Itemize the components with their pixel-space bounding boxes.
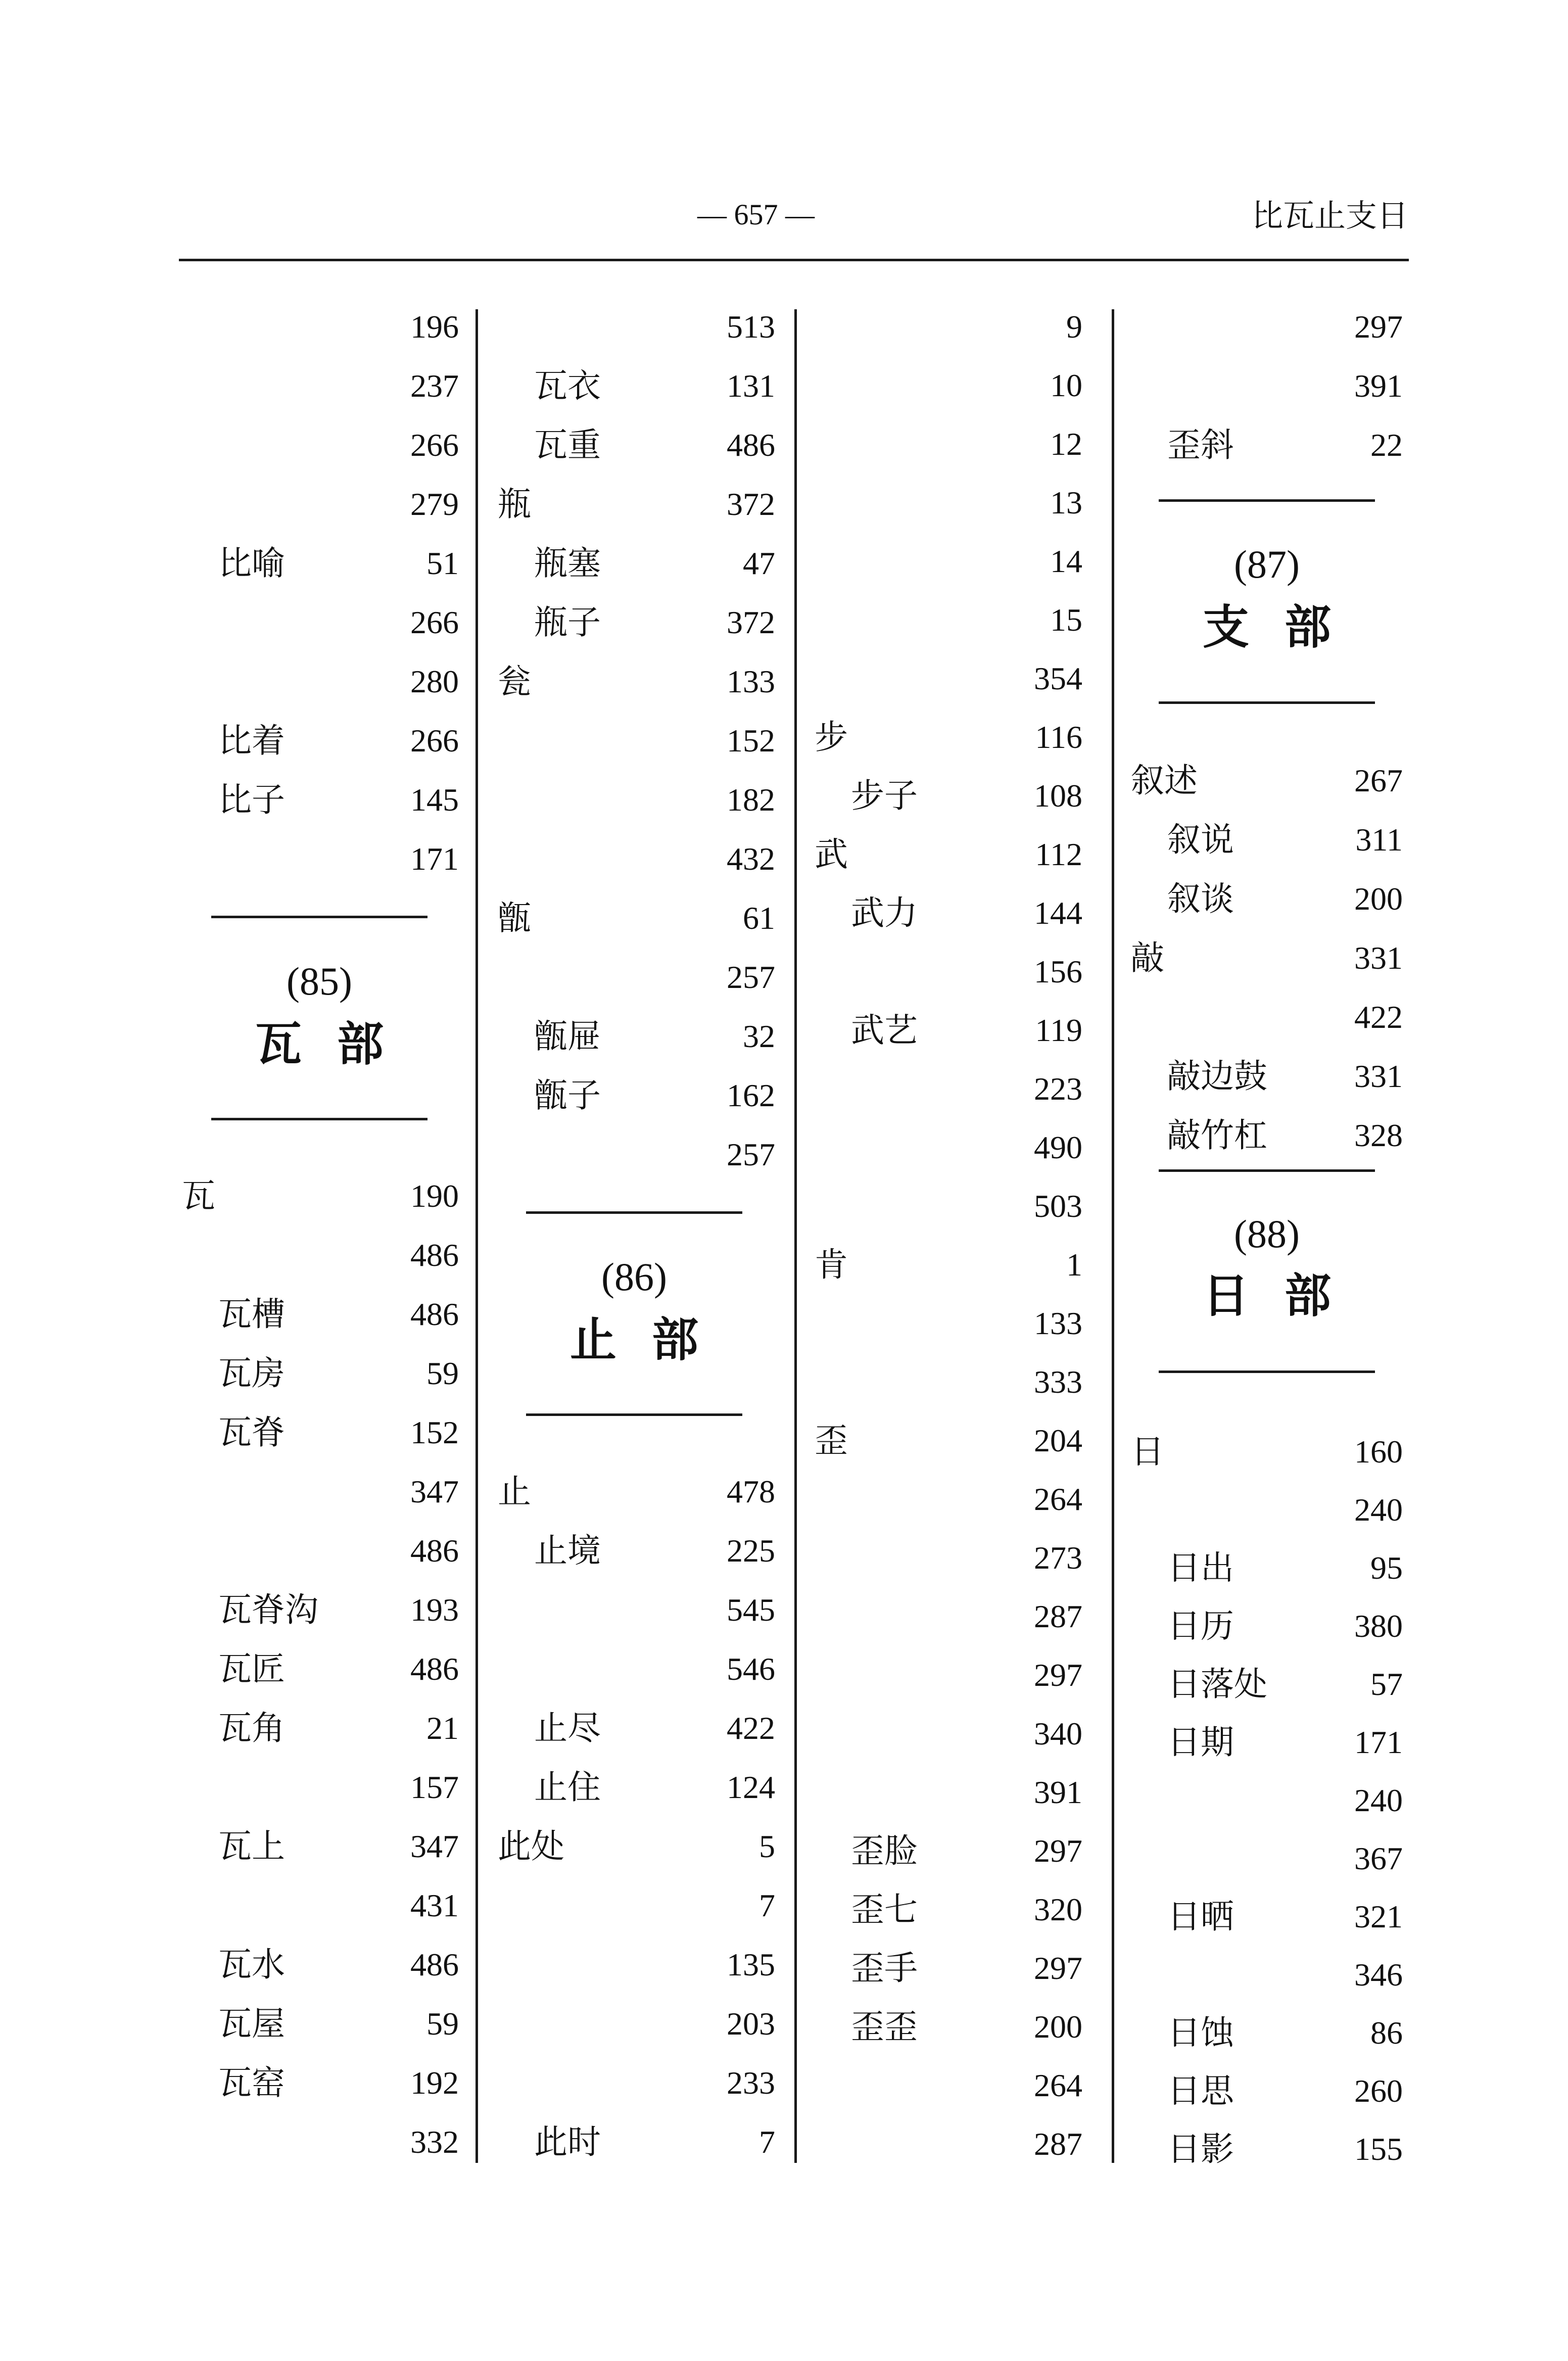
entry-page: 380	[1354, 1608, 1403, 1644]
index-entry	[815, 1951, 1082, 1986]
index-entry	[498, 1019, 775, 1054]
entry-term: 歪手	[851, 1949, 918, 1988]
entry-term: 瓦脊沟	[218, 1590, 318, 1629]
index-entry	[815, 661, 1082, 696]
entry-term: 瓦重	[534, 426, 601, 464]
index-entry	[498, 1711, 775, 1746]
index-entry	[498, 1533, 775, 1569]
entry-page: 287	[1034, 1598, 1082, 1634]
entry-page: 1	[1066, 1247, 1082, 1283]
index-entry	[182, 1178, 459, 1214]
section-rule	[1159, 499, 1375, 502]
index-entry	[182, 1770, 459, 1805]
entry-term: 歪	[815, 1421, 848, 1460]
index-entry	[182, 782, 459, 818]
entry-term: 瓮	[498, 662, 531, 701]
index-entry	[815, 895, 1082, 931]
entry-term: 日晒	[1167, 1897, 1234, 1936]
entry-page: 200	[1354, 881, 1403, 917]
entry-term: 瓦脊	[218, 1413, 285, 1452]
entry-page: 266	[410, 427, 459, 463]
entry-page: 333	[1034, 1364, 1082, 1400]
index-entry	[498, 1829, 775, 1864]
index-entry	[1131, 881, 1403, 917]
entry-page: 156	[1034, 954, 1082, 989]
entry-term: 瓦水	[218, 1945, 285, 1984]
index-entry	[1131, 309, 1403, 345]
entry-page: 233	[727, 2065, 775, 2101]
index-entry	[815, 544, 1082, 579]
index-entry	[182, 2065, 459, 2101]
index-entry	[498, 1474, 775, 1509]
entry-page: 15	[1050, 602, 1082, 638]
section-rule	[211, 916, 427, 918]
entry-page: 12	[1050, 426, 1082, 462]
index-entry	[815, 2009, 1082, 2045]
entry-page: 346	[1354, 1957, 1403, 1993]
index-entry	[182, 1947, 459, 1982]
index-entry	[1131, 2132, 1403, 2167]
entry-page: 57	[1370, 1666, 1403, 1702]
entry-page: 144	[1034, 895, 1082, 931]
entry-page: 331	[1354, 1058, 1403, 1094]
entry-page: 297	[1034, 1833, 1082, 1869]
index-entry	[498, 2065, 775, 2101]
entry-page: 267	[1354, 763, 1403, 798]
index-entry	[498, 605, 775, 640]
entry-term: 甑屉	[534, 1017, 601, 1056]
column-divider	[476, 309, 478, 2163]
index-entry	[815, 1364, 1082, 1400]
index-entry	[182, 1415, 459, 1450]
index-entry	[182, 1238, 459, 1273]
entry-term: 瓦屋	[218, 2004, 285, 2043]
entry-term: 瓶塞	[534, 544, 601, 583]
entry-term: 此处	[498, 1827, 564, 1866]
index-entry	[815, 1833, 1082, 1869]
entry-page: 422	[727, 1710, 775, 1746]
index-entry	[498, 782, 775, 818]
index-entry	[498, 1770, 775, 1805]
index-entry	[1131, 1783, 1403, 1818]
entry-page: 372	[727, 486, 775, 522]
entry-page: 9	[1066, 309, 1082, 345]
index-entry	[815, 427, 1082, 462]
entry-page: 203	[727, 2006, 775, 2042]
index-entry	[498, 723, 775, 759]
entry-term: 止住	[534, 1768, 601, 1807]
index-entry	[1131, 1841, 1403, 1876]
section-rule	[526, 1211, 742, 1214]
index-entry	[182, 487, 459, 522]
entry-page: 152	[410, 1414, 459, 1450]
entry-page: 13	[1050, 485, 1082, 521]
index-entry	[182, 309, 459, 345]
section-number: (86)	[601, 1255, 667, 1299]
index-entry	[1131, 1434, 1403, 1470]
entry-term: 日蚀	[1167, 2013, 1234, 2052]
index-entry	[1131, 1667, 1403, 1702]
entry-term: 瓦房	[218, 1354, 285, 1393]
entry-page: 7	[759, 2124, 775, 2160]
index-entry	[815, 1013, 1082, 1048]
entry-page: 354	[1034, 660, 1082, 696]
index-entry	[182, 1829, 459, 1864]
entry-page: 145	[410, 782, 459, 818]
entry-term: 武	[815, 835, 848, 874]
index-entry	[815, 1540, 1082, 1576]
entry-page: 59	[426, 2006, 459, 2042]
index-entry	[815, 485, 1082, 521]
entry-page: 257	[727, 1137, 775, 1172]
index-entry	[498, 546, 775, 581]
entry-term: 日落处	[1167, 1665, 1267, 1704]
entry-page: 273	[1034, 1540, 1082, 1576]
entry-page: 486	[410, 1651, 459, 1687]
section-heading: 日部	[1202, 1269, 1366, 1323]
page-number: — 657 —	[697, 198, 815, 231]
index-entry	[815, 1071, 1082, 1107]
entry-term: 歪七	[851, 1890, 918, 1929]
entry-term: 日历	[1167, 1607, 1234, 1645]
entry-page: 160	[1354, 1434, 1403, 1470]
section-rule	[1159, 1169, 1375, 1172]
index-entry	[182, 1888, 459, 1923]
entry-page: 432	[727, 841, 775, 877]
entry-page: 391	[1354, 368, 1403, 404]
section-rule	[526, 1413, 742, 1416]
entry-page: 157	[410, 1769, 459, 1805]
index-entry	[498, 1888, 775, 1923]
header-rule	[179, 259, 1409, 261]
entry-term: 敲边鼓	[1167, 1057, 1267, 1096]
index-entry	[815, 1306, 1082, 1341]
index-entry	[815, 1658, 1082, 1693]
index-entry	[1131, 1957, 1403, 1993]
index-entry	[182, 1651, 459, 1687]
entry-term: 比喻	[218, 544, 285, 583]
entry-page: 266	[410, 604, 459, 640]
entry-page: 431	[410, 1887, 459, 1923]
entry-page: 14	[1050, 543, 1082, 579]
index-entry	[498, 841, 775, 877]
entry-page: 108	[1034, 778, 1082, 814]
entry-page: 21	[426, 1710, 459, 1746]
index-entry	[1131, 940, 1403, 976]
index-entry	[1131, 822, 1403, 858]
index-entry	[815, 778, 1082, 814]
index-entry	[1131, 2015, 1403, 2051]
index-entry	[1131, 1609, 1403, 1644]
entry-page: 486	[727, 427, 775, 463]
entry-page: 190	[410, 1178, 459, 1214]
index-entry	[182, 546, 459, 581]
entry-page: 193	[410, 1592, 459, 1628]
entry-term: 瓦匠	[218, 1649, 285, 1688]
index-entry	[815, 1189, 1082, 1224]
index-entry	[815, 2068, 1082, 2103]
entry-term: 瓦上	[218, 1827, 285, 1866]
entry-page: 297	[1354, 309, 1403, 345]
index-entry	[1131, 1118, 1403, 1153]
entry-page: 86	[1370, 2015, 1403, 2051]
index-entry	[498, 664, 775, 699]
index-entry	[498, 1137, 775, 1172]
section-rule	[211, 1118, 427, 1120]
index-entry	[182, 368, 459, 404]
entry-page: 264	[1034, 2067, 1082, 2103]
index-entry	[815, 1599, 1082, 1634]
entry-page: 321	[1354, 1899, 1403, 1934]
index-entry	[815, 837, 1082, 872]
entry-page: 171	[1354, 1724, 1403, 1760]
entry-term: 武力	[851, 893, 918, 932]
section-heading: 止部	[569, 1313, 734, 1367]
entry-term: 步	[815, 718, 848, 757]
entry-term: 敲竹杠	[1167, 1116, 1267, 1155]
entry-term: 日思	[1167, 2071, 1234, 2110]
entry-page: 10	[1050, 367, 1082, 403]
section-rule	[1159, 1371, 1375, 1373]
entry-page: 95	[1370, 1550, 1403, 1586]
entry-term: 武艺	[851, 1011, 918, 1050]
entry-page: 240	[1354, 1782, 1403, 1818]
entry-page: 490	[1034, 1129, 1082, 1165]
entry-page: 372	[727, 604, 775, 640]
index-entry	[182, 1711, 459, 1746]
section-title: 比瓦止支日	[1251, 197, 1408, 234]
entry-page: 5	[759, 1828, 775, 1864]
index-entry	[182, 1533, 459, 1569]
index-entry	[498, 2006, 775, 2042]
entry-page: 287	[1034, 2126, 1082, 2162]
index-entry	[182, 2006, 459, 2042]
entry-term: 瓦	[182, 1176, 215, 1215]
index-entry	[498, 960, 775, 995]
entry-page: 7	[759, 1887, 775, 1923]
index-entry	[182, 664, 459, 699]
index-entry	[182, 1297, 459, 1332]
entry-term: 止尽	[534, 1709, 601, 1748]
entry-page: 478	[727, 1474, 775, 1509]
section-heading: 支部	[1202, 600, 1366, 654]
index-entry	[1131, 1059, 1403, 1094]
entry-page: 367	[1354, 1840, 1403, 1876]
entry-page: 155	[1354, 2131, 1403, 2167]
entry-page: 257	[727, 959, 775, 995]
entry-term: 瓦槽	[218, 1295, 285, 1334]
entry-page: 112	[1035, 836, 1082, 872]
section-heading: 瓦部	[255, 1017, 419, 1071]
entry-term: 日影	[1167, 2130, 1234, 2168]
index-entry	[182, 605, 459, 640]
entry-page: 340	[1034, 1716, 1082, 1752]
index-entry	[182, 2124, 459, 2160]
index-entry	[815, 368, 1082, 403]
entry-page: 279	[410, 486, 459, 522]
entry-page: 119	[1035, 1012, 1082, 1048]
entry-page: 347	[410, 1828, 459, 1864]
entry-term: 歪脸	[851, 1831, 918, 1870]
index-entry	[815, 1247, 1082, 1283]
index-entry	[815, 2127, 1082, 2162]
index-entry	[1131, 368, 1403, 404]
index-entry	[1131, 428, 1403, 463]
entry-page: 422	[1354, 999, 1403, 1035]
entry-page: 171	[410, 841, 459, 877]
entry-page: 311	[1355, 822, 1403, 858]
entry-page: 152	[727, 723, 775, 759]
index-entry	[182, 723, 459, 759]
entry-page: 486	[410, 1947, 459, 1982]
entry-page: 347	[410, 1474, 459, 1509]
entry-page: 260	[1354, 2073, 1403, 2109]
index-entry	[182, 1356, 459, 1391]
entry-page: 204	[1034, 1423, 1082, 1458]
entry-term: 瓶子	[534, 603, 601, 642]
entry-page: 59	[426, 1355, 459, 1391]
entry-term: 比着	[218, 721, 285, 760]
index-entry	[182, 1474, 459, 1509]
entry-page: 297	[1034, 1950, 1082, 1986]
index-entry	[815, 1482, 1082, 1517]
entry-page: 332	[410, 2124, 459, 2160]
entry-page: 546	[727, 1651, 775, 1687]
entry-page: 486	[410, 1296, 459, 1332]
index-entry	[1131, 1492, 1403, 1528]
entry-term: 此时	[534, 2122, 601, 2161]
entry-page: 133	[727, 664, 775, 699]
entry-page: 196	[410, 309, 459, 345]
entry-page: 22	[1370, 427, 1403, 463]
index-entry	[1131, 2073, 1403, 2109]
entry-page: 223	[1034, 1071, 1082, 1107]
entry-page: 182	[727, 782, 775, 818]
entry-term: 甑	[498, 899, 531, 937]
entry-term: 甑子	[534, 1076, 601, 1115]
entry-page: 131	[727, 368, 775, 404]
entry-term: 敲	[1131, 938, 1164, 977]
entry-page: 135	[727, 1947, 775, 1982]
entry-term: 歪歪	[851, 2007, 918, 2046]
entry-term: 日出	[1167, 1548, 1234, 1587]
entry-page: 225	[727, 1533, 775, 1569]
entry-page: 116	[1035, 719, 1082, 755]
entry-page: 162	[727, 1077, 775, 1113]
index-entry	[498, 1947, 775, 1982]
entry-term: 瓦角	[218, 1709, 285, 1748]
entry-page: 331	[1354, 940, 1403, 976]
entry-term: 叙述	[1131, 761, 1198, 800]
section-rule	[1159, 701, 1375, 704]
column-divider	[1112, 309, 1114, 2163]
index-entry	[815, 720, 1082, 755]
index-entry	[498, 428, 775, 463]
entry-page: 266	[410, 723, 459, 759]
index-entry	[1131, 1899, 1403, 1934]
entry-page: 124	[727, 1769, 775, 1805]
index-entry	[498, 487, 775, 522]
index-entry	[182, 1592, 459, 1628]
index-entry	[815, 1716, 1082, 1752]
entry-page: 328	[1354, 1117, 1403, 1153]
entry-term: 瓦衣	[534, 366, 601, 405]
entry-term: 步子	[851, 776, 918, 815]
index-entry	[815, 1130, 1082, 1165]
entry-term: 瓦窑	[218, 2063, 285, 2102]
entry-term: 肯	[815, 1245, 848, 1284]
entry-page: 264	[1034, 1481, 1082, 1517]
entry-term: 叙谈	[1167, 879, 1234, 918]
entry-page: 237	[410, 368, 459, 404]
entry-page: 133	[1034, 1305, 1082, 1341]
entry-page: 61	[743, 900, 775, 936]
entry-page: 545	[727, 1592, 775, 1628]
index-entry	[498, 1078, 775, 1113]
entry-page: 503	[1034, 1188, 1082, 1224]
index-entry	[1131, 1725, 1403, 1760]
entry-term: 日	[1131, 1432, 1164, 1471]
section-number: (88)	[1234, 1212, 1300, 1256]
entry-term: 止	[498, 1472, 531, 1511]
entry-term: 歪斜	[1167, 426, 1234, 464]
entry-page: 192	[410, 2065, 459, 2101]
index-entry	[182, 428, 459, 463]
section-number: (87)	[1234, 542, 1300, 586]
index-entry	[498, 368, 775, 404]
entry-page: 200	[1034, 2009, 1082, 2045]
index-entry	[498, 309, 775, 345]
entry-page: 486	[410, 1533, 459, 1569]
index-entry	[815, 954, 1082, 989]
index-entry	[182, 841, 459, 877]
entry-page: 320	[1034, 1892, 1082, 1927]
entry-page: 47	[743, 545, 775, 581]
index-entry	[815, 309, 1082, 345]
entry-page: 391	[1034, 1774, 1082, 1810]
index-entry	[498, 2124, 775, 2160]
entry-term: 叙说	[1167, 820, 1234, 859]
entry-page: 32	[743, 1018, 775, 1054]
entry-page: 513	[727, 309, 775, 345]
index-entry	[815, 1423, 1082, 1458]
entry-page: 280	[410, 664, 459, 699]
column-divider	[794, 309, 797, 2163]
entry-page: 240	[1354, 1492, 1403, 1528]
index-entry	[498, 1651, 775, 1687]
index-entry	[1131, 763, 1403, 798]
index-entry	[1131, 1000, 1403, 1035]
entry-page: 297	[1034, 1657, 1082, 1693]
entry-term: 比子	[218, 780, 285, 819]
index-entry	[498, 901, 775, 936]
entry-page: 486	[410, 1237, 459, 1273]
index-entry	[1131, 1550, 1403, 1586]
index-entry	[815, 1892, 1082, 1927]
entry-page: 51	[426, 545, 459, 581]
index-entry	[815, 602, 1082, 638]
index-entry	[815, 1775, 1082, 1810]
section-number: (85)	[287, 959, 352, 1003]
entry-term: 止境	[534, 1531, 601, 1570]
entry-term: 瓶	[498, 485, 531, 524]
entry-term: 日期	[1167, 1723, 1234, 1762]
index-entry	[498, 1592, 775, 1628]
